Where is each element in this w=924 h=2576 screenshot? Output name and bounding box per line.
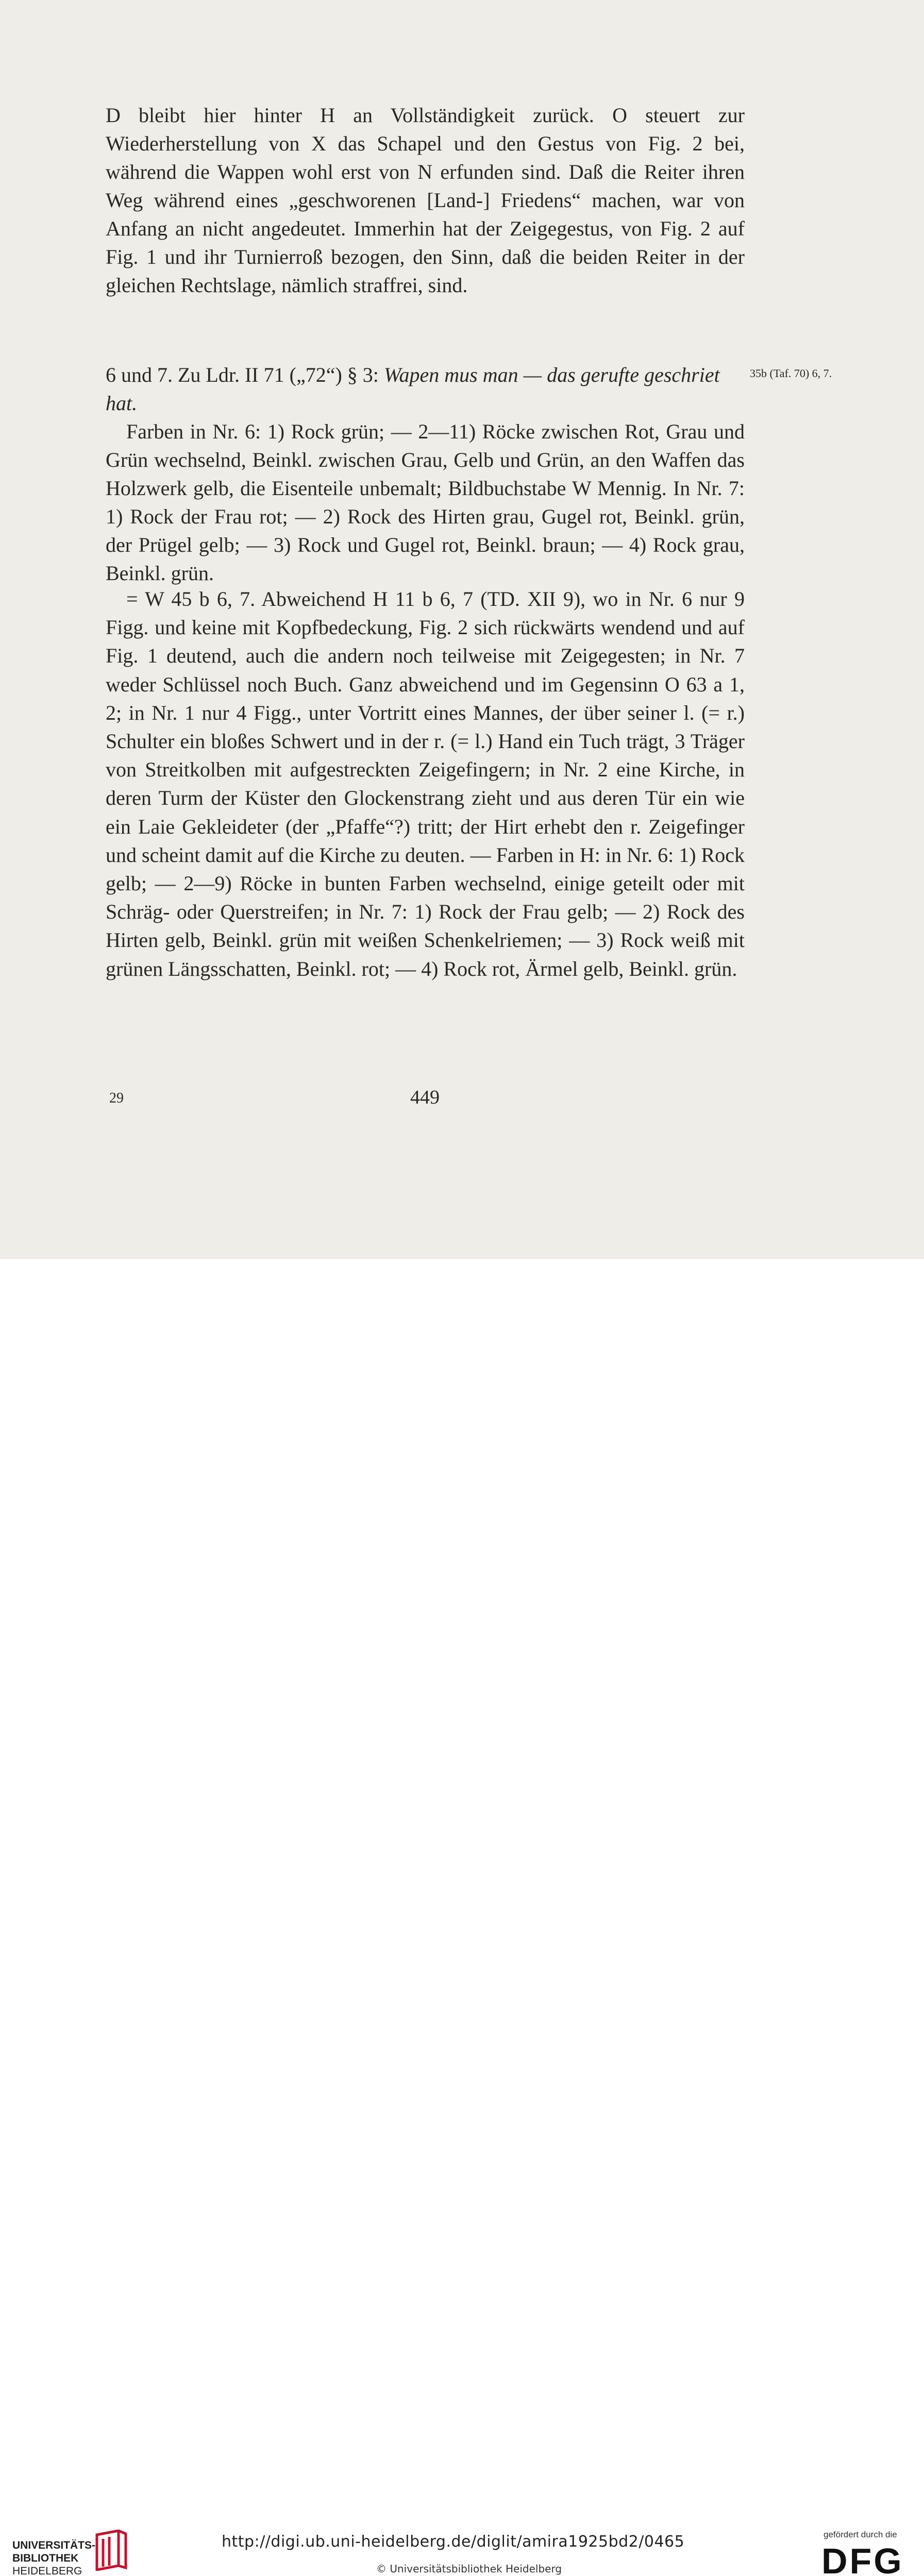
library-name: [12, 2539, 95, 2576]
library-name-line3: HEIDELBERG: [12, 2565, 82, 2576]
viewer-footer: [0, 1259, 924, 2576]
margin-note: 35b (Taf. 70) 6, 7.: [750, 367, 832, 380]
paragraph-intro: D bleibt hier hinter H an Vollständigkeit zurück. O steuert zur Wiederherstellung von X das Schapel und den Gestus von Fig. 2 bei, während die Wappen wohl erst von N erfunden sind. Daß die Reiter ihren Weg während eines „geschworenen [Land-] Friedens“ machen, war von Anfang an nicht angedeutet. Immerhin hat der Zeigegestus, von Fig. 2 auf Fig. 1 und ihr Turnierroß bezogen, den Sinn, daß die beiden Reiter in der gleichen Rechtslage, nämlich straffrei, sind.: [106, 104, 745, 297]
library-logo-icon: [93, 2530, 129, 2571]
library-name-line1: UNIVERSITÄTS-: [12, 2539, 96, 2551]
paragraph-variants: = W 45 b 6, 7. Abweichend H 11 b 6, 7 (TD. XII 9), wo in Nr. 6 nur 9 Figg. und keine mit Kopfbedeckung, Fig. 2 sich rückwärts wendend und auf Fig. 1 deutend, auch die andern noch teilweise mit Zeigegesten; in Nr. 7 weder Schlüssel noch Buch. Ganz abweichend und im Gegensinn O 63 a 1, 2; in Nr. 1 nur 4 Figg., unter Vortritt eines Mannes, der über seiner l. (= r.) Schulter ein bloßes Schwert und in der r. (= l.) Hand ein Tuch trägt, 3 Träger von Streitkolben mit aufgestreckten Zeigefingern; in Nr. 2 eine Kirche, in deren Turm der Küster den Glockenstrang zieht und aus deren Tür ein wie ein Laie Gekleideter (der „Pfaffe“?) tritt; der Hirt erhebt den r. Zeigefinger und scheint damit auf die Kirche zu deuten. — Farben in H: in Nr. 6: 1) Rock gelb; — 2—9) Röcke in bunten Farben wechselnd, einige geteilt oder mit Schräg- oder Querstreifen; in Nr. 7: 1) Rock der Frau gelb; — 2) Rock des Hirten gelb, Beinkl. grün mit weißen Schenkelriemen; — 3) Rock weiß mit grünen Längsschatten, Beinkl. rot; — 4) Rock rot, Ärmel gelb, Beinkl. grün.: [106, 587, 745, 980]
dfg-logo: DFG: [821, 2541, 904, 2576]
copyright-notice: © Universitätsbibliothek Heidelberg: [376, 2563, 562, 2575]
section-heading: [106, 361, 745, 417]
library-name-line2: BIBLIOTHEK: [12, 2552, 79, 2564]
page-number: 449: [410, 1087, 440, 1108]
document-url-link[interactable]: http://digi.ub.uni-heidelberg.de/diglit/amira1925bd2/0465: [222, 2533, 685, 2551]
section-quote: Wapen mus man — das gerufte geschriet hat.: [106, 363, 720, 415]
book-page: [0, 0, 924, 1259]
funder-label: gefördert durch die: [824, 2530, 897, 2539]
printer-signature: 29: [109, 1090, 124, 1106]
section-number: 6 und 7.: [106, 363, 173, 386]
section-reference: Zu Ldr. II 71 („72“) § 3:: [178, 363, 379, 386]
paragraph-colors: Farben in Nr. 6: 1) Rock grün; — 2—11) Röcke zwischen Rot, Grau und Grün wechselnd, Beinkl. zwischen Grau, Gelb und Grün, an den Waffen das Holzwerk gelb, die Eisenteile unbemalt; Bildbuchstabe W Mennig. In Nr. 7: 1) Rock der Frau rot; — 2) Rock des Hirten grau, Gugel rot, Beinkl. grün, der Prügel gelb; — 3) Rock und Gugel rot, Beinkl. braun; — 4) Rock grau, Beinkl. grün.: [106, 420, 745, 585]
